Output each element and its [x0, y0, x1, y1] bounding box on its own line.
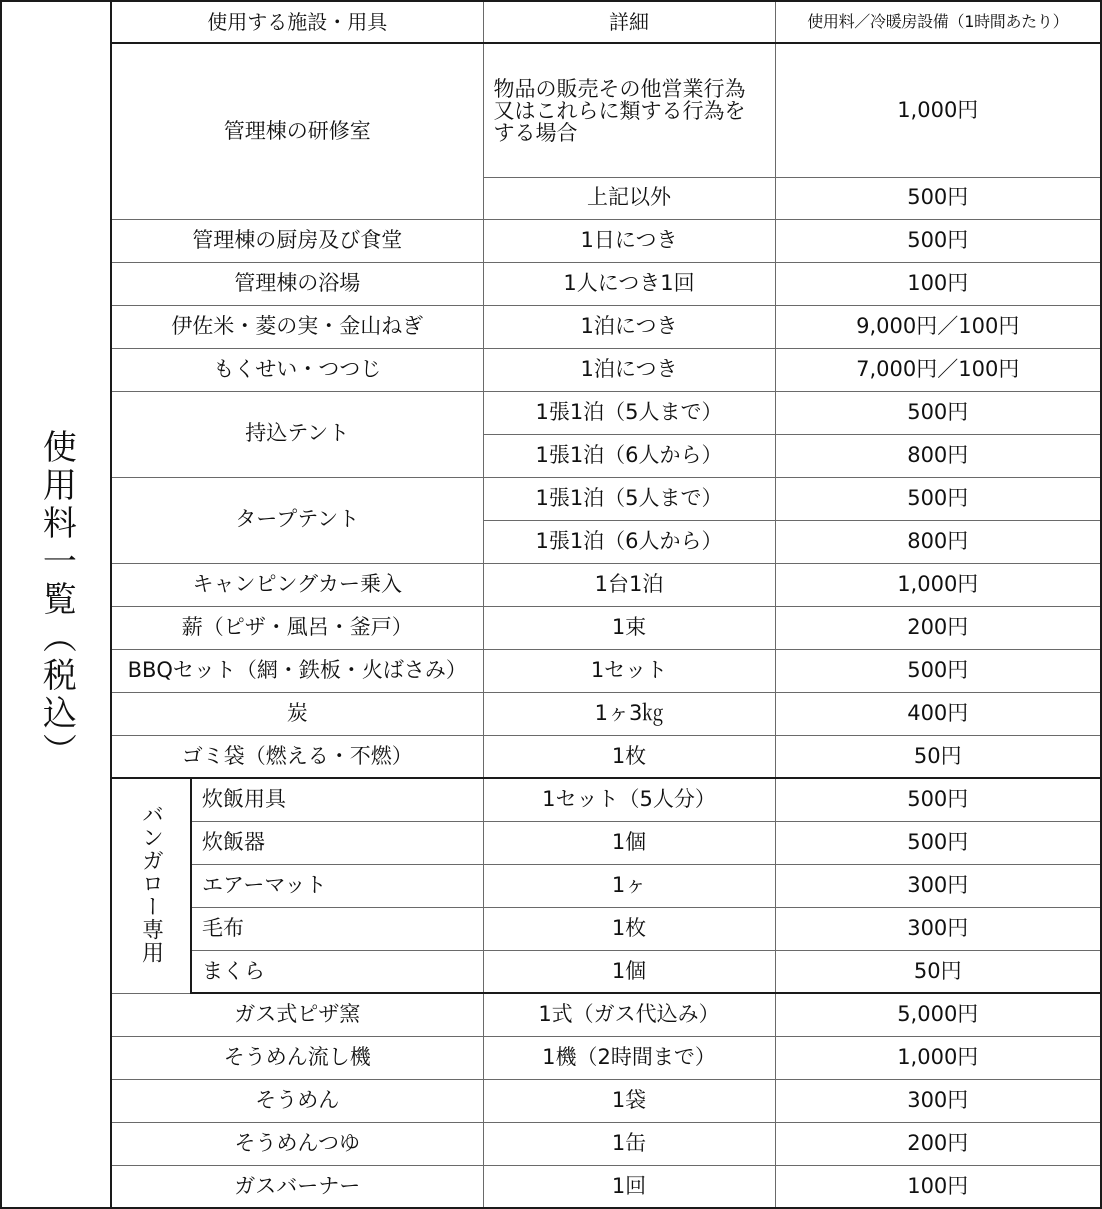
detail-cell: 1セット（5人分） [483, 778, 775, 821]
detail-cell: 1泊につき [483, 348, 775, 391]
facility-name: 管理棟の厨房及び食堂 [111, 219, 483, 262]
fee-cell: 500円 [775, 821, 1101, 864]
detail-cell: 1ヶ [483, 864, 775, 907]
header-row [1, 1, 1101, 43]
facility-name: 炊飯器 [191, 821, 483, 864]
fee-cell: 50円 [775, 735, 1101, 778]
detail-cell: 1張1泊（5人まで） [483, 477, 775, 520]
fee-cell: 200円 [775, 606, 1101, 649]
facility-name: そうめんつゆ [111, 1122, 483, 1165]
detail-cell: 1セット [483, 649, 775, 692]
detail-cell: 1泊につき [483, 305, 775, 348]
table-row [1, 43, 1101, 177]
fee-cell: 500円 [775, 778, 1101, 821]
fee-cell: 500円 [775, 391, 1101, 434]
detail-cell: 1缶 [483, 1122, 775, 1165]
table-row [1, 477, 1101, 520]
table-row [1, 649, 1101, 692]
fee-cell: 1,000円 [775, 1036, 1101, 1079]
fee-cell: 7,000円／100円 [775, 348, 1101, 391]
table-row [1, 1036, 1101, 1079]
detail-cell: 1束 [483, 606, 775, 649]
table-row [1, 1165, 1101, 1208]
table-row [1, 563, 1101, 606]
facility-name: エアーマット [191, 864, 483, 907]
fee-cell: 800円 [775, 434, 1101, 477]
detail-cell: 物品の販売その他営業行為又はこれらに類する行為をする場合 [483, 43, 775, 177]
table-row [1, 391, 1101, 434]
detail-cell: 1張1泊（5人まで） [483, 391, 775, 434]
detail-cell: 1ヶ3㎏ [483, 692, 775, 735]
detail-cell: 1日につき [483, 219, 775, 262]
facility-name: そうめん流し機 [111, 1036, 483, 1079]
detail-cell: 1張1泊（6人から） [483, 520, 775, 563]
fee-cell: 300円 [775, 1079, 1101, 1122]
side-label-cell [1, 1, 111, 1208]
fee-cell: 500円 [775, 219, 1101, 262]
facility-name: 伊佐米・菱の実・金山ねぎ [111, 305, 483, 348]
fee-cell: 1,000円 [775, 563, 1101, 606]
fee-cell: 500円 [775, 177, 1101, 219]
fee-cell: 100円 [775, 1165, 1101, 1208]
facility-name: キャンピングカー乗入 [111, 563, 483, 606]
facility-name: 管理棟の研修室 [111, 43, 483, 219]
detail-cell: 1個 [483, 821, 775, 864]
facility-name: もくせい・つつじ [111, 348, 483, 391]
detail-cell: 1人につき1回 [483, 262, 775, 305]
facility-name: 管理棟の浴場 [111, 262, 483, 305]
detail-cell: 1個 [483, 950, 775, 993]
detail-cell: 上記以外 [483, 177, 775, 219]
header-facility: 使用する施設・用具 [111, 1, 483, 43]
fee-cell: 200円 [775, 1122, 1101, 1165]
side-label: 使用料一覧（税込） [36, 428, 77, 771]
table-row [1, 1079, 1101, 1122]
fee-cell: 300円 [775, 864, 1101, 907]
table-row [1, 305, 1101, 348]
detail-cell: 1枚 [483, 907, 775, 950]
facility-name: そうめん [111, 1079, 483, 1122]
fee-cell: 800円 [775, 520, 1101, 563]
facility-name: 毛布 [191, 907, 483, 950]
table-row [1, 348, 1101, 391]
facility-name: 炊飯用具 [191, 778, 483, 821]
facility-name: 炭 [111, 692, 483, 735]
bungalow-label: バンガロー専用 [138, 802, 164, 964]
table-row [1, 692, 1101, 735]
fee-cell: 5,000円 [775, 993, 1101, 1036]
detail-cell: 1張1泊（6人から） [483, 434, 775, 477]
facility-name: 薪（ピザ・風呂・釜戸） [111, 606, 483, 649]
table-row [1, 1122, 1101, 1165]
detail-cell: 1台1泊 [483, 563, 775, 606]
fee-cell: 100円 [775, 262, 1101, 305]
detail-cell: 1枚 [483, 735, 775, 778]
table-row [1, 606, 1101, 649]
detail-cell: 1式（ガス代込み） [483, 993, 775, 1036]
table-row [1, 219, 1101, 262]
detail-cell: 1機（2時間まで） [483, 1036, 775, 1079]
table-row [1, 993, 1101, 1036]
detail-cell: 1袋 [483, 1079, 775, 1122]
facility-name: BBQセット（網・鉄板・火ばさみ） [111, 649, 483, 692]
facility-name: タープテント [111, 477, 483, 563]
table-row [1, 262, 1101, 305]
bungalow-label-cell [111, 778, 191, 993]
facility-name: 持込テント [111, 391, 483, 477]
facility-name: まくら [191, 950, 483, 993]
detail-cell: 1回 [483, 1165, 775, 1208]
fee-cell: 300円 [775, 907, 1101, 950]
table-row [1, 735, 1101, 778]
facility-name: ガス式ピザ窯 [111, 993, 483, 1036]
fee-cell: 400円 [775, 692, 1101, 735]
header-detail: 詳細 [483, 1, 775, 43]
fee-cell: 500円 [775, 477, 1101, 520]
fee-cell: 500円 [775, 649, 1101, 692]
facility-name: ゴミ袋（燃える・不燃） [111, 735, 483, 778]
bungalow-row [1, 778, 1101, 821]
header-fee: 使用料／冷暖房設備（1時間あたり） [775, 1, 1101, 43]
facility-name: ガスバーナー [111, 1165, 483, 1208]
fee-cell: 50円 [775, 950, 1101, 993]
fee-cell: 1,000円 [775, 43, 1101, 177]
fee-cell: 9,000円／100円 [775, 305, 1101, 348]
